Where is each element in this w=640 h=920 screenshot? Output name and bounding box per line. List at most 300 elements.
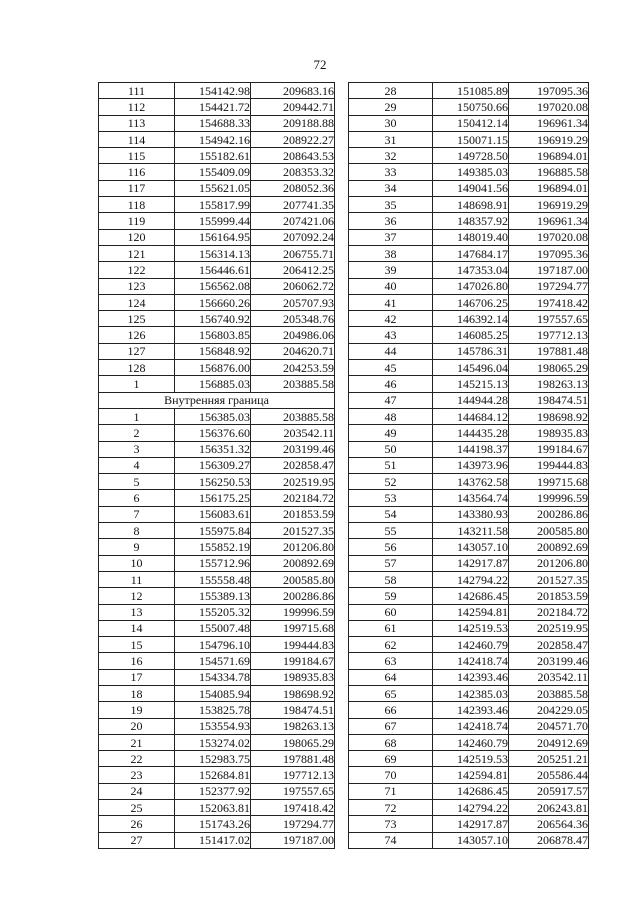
coordinate-y: 204571.70 (509, 718, 589, 734)
point-number: 38 (349, 245, 433, 261)
point-number: 43 (349, 327, 433, 343)
coordinate-x: 142794.22 (433, 800, 509, 816)
point-number: 23 (99, 767, 175, 783)
table-row (99, 213, 335, 229)
coordinate-x: 155999.44 (175, 213, 251, 229)
table-row (99, 816, 335, 832)
coordinate-y: 208643.53 (251, 148, 335, 164)
table-row (349, 604, 589, 620)
point-number: 124 (99, 294, 175, 310)
table-row (99, 653, 335, 669)
coordinate-x: 156876.00 (175, 360, 251, 376)
coordinate-y: 204229.05 (509, 702, 589, 718)
coordinate-y: 199444.83 (509, 457, 589, 473)
point-number: 61 (349, 620, 433, 636)
point-number: 45 (349, 360, 433, 376)
coordinate-y: 206062.72 (251, 278, 335, 294)
table-row (349, 213, 589, 229)
coordinate-y: 197187.00 (509, 262, 589, 278)
table-row (99, 523, 335, 539)
point-number: 1 (99, 376, 175, 392)
table-row (349, 734, 589, 750)
coordinate-y: 199184.67 (251, 653, 335, 669)
point-number: 36 (349, 213, 433, 229)
coordinate-y: 202858.47 (509, 637, 589, 653)
coordinate-y: 207421.06 (251, 213, 335, 229)
table-row (349, 83, 589, 99)
point-number: 113 (99, 115, 175, 131)
table-row (99, 229, 335, 245)
table-row (349, 441, 589, 457)
table-row (349, 767, 589, 783)
table-row (99, 604, 335, 620)
coordinate-y: 196961.34 (509, 213, 589, 229)
point-number: 53 (349, 490, 433, 506)
point-number: 28 (349, 83, 433, 99)
point-number: 34 (349, 180, 433, 196)
point-number: 57 (349, 555, 433, 571)
table-row (99, 83, 335, 99)
table-row (349, 360, 589, 376)
point-number: 31 (349, 131, 433, 147)
coordinate-y: 201206.80 (251, 539, 335, 555)
coordinate-x: 145786.31 (433, 343, 509, 359)
coordinate-y: 199184.67 (509, 441, 589, 457)
table-row (349, 376, 589, 392)
table-row (99, 131, 335, 147)
table-row (349, 620, 589, 636)
coordinate-x: 156175.25 (175, 490, 251, 506)
table-row (349, 555, 589, 571)
point-number: 1 (99, 408, 175, 424)
coordinate-x: 150071.15 (433, 131, 509, 147)
coordinate-y: 197095.36 (509, 245, 589, 261)
coordinate-x: 153825.78 (175, 702, 251, 718)
table-row (99, 343, 335, 359)
coordinate-x: 156446.61 (175, 262, 251, 278)
coordinate-y: 200585.80 (509, 523, 589, 539)
point-number: 68 (349, 734, 433, 750)
coordinate-y: 205707.93 (251, 294, 335, 310)
coordinate-y: 206755.71 (251, 245, 335, 261)
coordinate-x: 143380.93 (433, 506, 509, 522)
coordinate-x: 156309.27 (175, 457, 251, 473)
coordinate-x: 142594.81 (433, 767, 509, 783)
coordinate-y: 200892.69 (509, 539, 589, 555)
coordinate-x: 142794.22 (433, 571, 509, 587)
coordinate-x: 142460.79 (433, 637, 509, 653)
coordinate-y: 205251.21 (509, 751, 589, 767)
point-number: 120 (99, 229, 175, 245)
coordinate-y: 203199.46 (251, 441, 335, 457)
coordinate-x: 156848.92 (175, 343, 251, 359)
coordinate-x: 147353.04 (433, 262, 509, 278)
table-row (99, 506, 335, 522)
table-row (349, 425, 589, 441)
point-number: 21 (99, 734, 175, 750)
coordinate-y: 201527.35 (509, 571, 589, 587)
coordinate-y: 198935.83 (251, 669, 335, 685)
coordinate-x: 149385.03 (433, 164, 509, 180)
table-row (99, 637, 335, 653)
coordinate-x: 143762.58 (433, 474, 509, 490)
point-number: 60 (349, 604, 433, 620)
coordinate-x: 155409.09 (175, 164, 251, 180)
coordinate-x: 155389.13 (175, 588, 251, 604)
coordinate-y: 203199.46 (509, 653, 589, 669)
point-number: 67 (349, 718, 433, 734)
coordinate-x: 153554.93 (175, 718, 251, 734)
table-row (99, 441, 335, 457)
table-row (99, 408, 335, 424)
coordinate-y: 199996.59 (509, 490, 589, 506)
coordinate-x: 148357.92 (433, 213, 509, 229)
coordinate-y: 198698.92 (509, 408, 589, 424)
table-row (349, 457, 589, 473)
coordinate-x: 146085.25 (433, 327, 509, 343)
table-row (99, 832, 335, 848)
coordinate-y: 203542.11 (509, 669, 589, 685)
coordinate-y: 196919.29 (509, 131, 589, 147)
point-number: 5 (99, 474, 175, 490)
point-number: 44 (349, 343, 433, 359)
coordinate-y: 206412.25 (251, 262, 335, 278)
point-number: 13 (99, 604, 175, 620)
coordinate-x: 152063.81 (175, 800, 251, 816)
outer-boundary-rows (99, 83, 335, 393)
point-number: 19 (99, 702, 175, 718)
coordinate-y: 198263.13 (251, 718, 335, 734)
point-number: 51 (349, 457, 433, 473)
coordinate-x: 142519.53 (433, 751, 509, 767)
point-number: 63 (349, 653, 433, 669)
table-row (99, 327, 335, 343)
table-row (99, 115, 335, 131)
point-number: 123 (99, 278, 175, 294)
point-number: 121 (99, 245, 175, 261)
coordinate-y: 201527.35 (251, 523, 335, 539)
table-row (349, 751, 589, 767)
coordinate-y: 206564.36 (509, 816, 589, 832)
coordinate-x: 154421.72 (175, 99, 251, 115)
table-row (99, 539, 335, 555)
table-row (99, 555, 335, 571)
table-row (99, 360, 335, 376)
table-row (349, 588, 589, 604)
table-row (349, 539, 589, 555)
coordinate-x: 152377.92 (175, 783, 251, 799)
coordinate-y: 197418.42 (509, 294, 589, 310)
page-number: 72 (313, 57, 327, 72)
coordinate-y: 200286.86 (509, 506, 589, 522)
point-number: 64 (349, 669, 433, 685)
coordinate-x: 150412.14 (433, 115, 509, 131)
table-row (349, 783, 589, 799)
table-row (99, 620, 335, 636)
point-number: 8 (99, 523, 175, 539)
coordinate-x: 154688.33 (175, 115, 251, 131)
table-row (349, 816, 589, 832)
coordinate-x: 156885.03 (175, 376, 251, 392)
coordinate-x: 154085.94 (175, 685, 251, 701)
coordinate-x: 144944.28 (433, 392, 509, 408)
table-row (349, 278, 589, 294)
coordinate-x: 154334.78 (175, 669, 251, 685)
point-number: 20 (99, 718, 175, 734)
table-row (349, 327, 589, 343)
table-row (349, 229, 589, 245)
coordinate-y: 200585.80 (251, 571, 335, 587)
table-row (99, 164, 335, 180)
coordinate-x: 146392.14 (433, 311, 509, 327)
point-number: 125 (99, 311, 175, 327)
point-number: 112 (99, 99, 175, 115)
table-row (99, 245, 335, 261)
coordinate-x: 147684.17 (433, 245, 509, 261)
coordinate-y: 198065.29 (509, 360, 589, 376)
table-row (349, 800, 589, 816)
coordinate-y: 198474.51 (509, 392, 589, 408)
coordinate-x: 154142.98 (175, 83, 251, 99)
coordinates-table-left (98, 82, 335, 849)
point-number: 41 (349, 294, 433, 310)
table-row (99, 278, 335, 294)
table-row (349, 294, 589, 310)
coordinate-y: 202184.72 (251, 490, 335, 506)
coordinate-y: 198263.13 (509, 376, 589, 392)
coordinate-y: 197881.48 (509, 343, 589, 359)
coordinate-y: 200892.69 (251, 555, 335, 571)
coordinate-x: 155558.48 (175, 571, 251, 587)
point-number: 11 (99, 571, 175, 587)
coordinate-y: 203885.58 (251, 408, 335, 424)
coordinate-x: 142418.74 (433, 718, 509, 734)
coordinate-x: 142686.45 (433, 588, 509, 604)
table-row (349, 506, 589, 522)
coordinate-x: 152684.81 (175, 767, 251, 783)
table-row (99, 767, 335, 783)
coordinate-x: 144435.28 (433, 425, 509, 441)
point-number: 59 (349, 588, 433, 604)
coordinate-y: 196894.01 (509, 180, 589, 196)
table-row (99, 197, 335, 213)
point-number: 12 (99, 588, 175, 604)
coordinate-x: 155712.96 (175, 555, 251, 571)
point-number: 115 (99, 148, 175, 164)
coordinate-y: 197881.48 (251, 751, 335, 767)
coordinate-x: 156314.13 (175, 245, 251, 261)
coordinate-y: 199715.68 (251, 620, 335, 636)
point-number: 62 (349, 637, 433, 653)
table-row (349, 311, 589, 327)
point-number: 71 (349, 783, 433, 799)
coordinate-x: 143211.58 (433, 523, 509, 539)
coordinate-x: 142594.81 (433, 604, 509, 620)
coordinate-y: 197418.42 (251, 800, 335, 816)
table-row (99, 99, 335, 115)
coordinate-y: 197294.77 (251, 816, 335, 832)
point-number: 119 (99, 213, 175, 229)
point-number: 117 (99, 180, 175, 196)
coordinate-x: 145215.13 (433, 376, 509, 392)
point-number: 70 (349, 767, 433, 783)
point-number: 26 (99, 816, 175, 832)
point-number: 52 (349, 474, 433, 490)
coordinate-x: 147026.80 (433, 278, 509, 294)
coordinate-y: 203885.58 (251, 376, 335, 392)
coordinate-y: 202184.72 (509, 604, 589, 620)
section-header-row (99, 392, 335, 408)
coordinate-x: 156660.26 (175, 294, 251, 310)
point-number: 14 (99, 620, 175, 636)
coordinate-y: 209683.16 (251, 83, 335, 99)
point-number: 29 (349, 99, 433, 115)
point-number: 47 (349, 392, 433, 408)
coordinate-x: 149041.56 (433, 180, 509, 196)
coordinate-y: 201206.80 (509, 555, 589, 571)
coordinate-y: 197187.00 (251, 832, 335, 848)
coordinate-y: 197712.13 (251, 767, 335, 783)
coordinate-y: 203542.11 (251, 425, 335, 441)
point-number: 54 (349, 506, 433, 522)
table-row (349, 408, 589, 424)
point-number: 42 (349, 311, 433, 327)
point-number: 7 (99, 506, 175, 522)
point-number: 30 (349, 115, 433, 131)
table-row (99, 718, 335, 734)
coordinate-x: 155975.84 (175, 523, 251, 539)
coordinate-x: 156164.95 (175, 229, 251, 245)
point-number: 24 (99, 783, 175, 799)
coordinate-y: 196961.34 (509, 115, 589, 131)
table-row (99, 702, 335, 718)
coordinate-y: 209188.88 (251, 115, 335, 131)
coordinate-y: 209442.71 (251, 99, 335, 115)
point-number: 58 (349, 571, 433, 587)
point-number: 74 (349, 832, 433, 848)
table-row (99, 685, 335, 701)
coordinate-y: 201853.59 (251, 506, 335, 522)
coordinate-y: 198935.83 (509, 425, 589, 441)
coordinate-x: 156250.53 (175, 474, 251, 490)
inner-boundary-label: Внутренняя граница (99, 392, 335, 408)
point-number: 39 (349, 262, 433, 278)
coordinates-table-right (348, 82, 589, 849)
table-row (349, 832, 589, 848)
point-number: 17 (99, 669, 175, 685)
coordinate-y: 206243.81 (509, 800, 589, 816)
point-number: 2 (99, 425, 175, 441)
table-row (99, 800, 335, 816)
coordinate-x: 142917.87 (433, 816, 509, 832)
coordinate-x: 148019.40 (433, 229, 509, 245)
point-number: 48 (349, 408, 433, 424)
coordinate-y: 198065.29 (251, 734, 335, 750)
coordinate-y: 208353.32 (251, 164, 335, 180)
point-number: 118 (99, 197, 175, 213)
table-row (349, 99, 589, 115)
coordinate-x: 142393.46 (433, 669, 509, 685)
coordinate-y: 202858.47 (251, 457, 335, 473)
coordinate-x: 143564.74 (433, 490, 509, 506)
coordinate-x: 156083.61 (175, 506, 251, 522)
point-number: 18 (99, 685, 175, 701)
table-row (349, 115, 589, 131)
coordinate-y: 204620.71 (251, 343, 335, 359)
table-row (99, 588, 335, 604)
coordinate-y: 207092.24 (251, 229, 335, 245)
table-row (99, 783, 335, 799)
table-row (349, 197, 589, 213)
coordinate-y: 203885.58 (509, 685, 589, 701)
point-number: 111 (99, 83, 175, 99)
table-row (99, 311, 335, 327)
table-row (99, 751, 335, 767)
table-row (99, 490, 335, 506)
point-number: 16 (99, 653, 175, 669)
coordinate-y: 204253.59 (251, 360, 335, 376)
coordinate-y: 205348.76 (251, 311, 335, 327)
coordinate-x: 155852.19 (175, 539, 251, 555)
coordinate-y: 197020.08 (509, 229, 589, 245)
coordinate-y: 198698.92 (251, 685, 335, 701)
coordinate-x: 153274.02 (175, 734, 251, 750)
table-row (349, 653, 589, 669)
coordinate-x: 142460.79 (433, 734, 509, 750)
coordinate-y: 198474.51 (251, 702, 335, 718)
coordinate-y: 197557.65 (251, 783, 335, 799)
coordinate-y: 202519.95 (509, 620, 589, 636)
table-row (99, 571, 335, 587)
coordinate-y: 197557.65 (509, 311, 589, 327)
point-number: 40 (349, 278, 433, 294)
coordinate-y: 205586.44 (509, 767, 589, 783)
coordinate-x: 155205.32 (175, 604, 251, 620)
coordinate-x: 150750.66 (433, 99, 509, 115)
point-number: 4 (99, 457, 175, 473)
section-header (99, 392, 335, 408)
coordinate-x: 156385.03 (175, 408, 251, 424)
coordinate-x: 142917.87 (433, 555, 509, 571)
point-number: 56 (349, 539, 433, 555)
table-row (99, 180, 335, 196)
coordinate-x: 155007.48 (175, 620, 251, 636)
coordinate-y: 201853.59 (509, 588, 589, 604)
table-row (99, 376, 335, 392)
coordinate-x: 154571.69 (175, 653, 251, 669)
inner-boundary-rows-continued (349, 83, 589, 849)
table-row (349, 702, 589, 718)
coordinate-x: 156376.60 (175, 425, 251, 441)
coordinate-x: 148698.91 (433, 197, 509, 213)
point-number: 46 (349, 376, 433, 392)
coordinate-x: 149728.50 (433, 148, 509, 164)
table-row (99, 294, 335, 310)
table-row (349, 343, 589, 359)
point-number: 55 (349, 523, 433, 539)
coordinate-y: 205917.57 (509, 783, 589, 799)
coordinate-x: 144684.12 (433, 408, 509, 424)
coordinate-x: 155817.99 (175, 197, 251, 213)
coordinate-x: 154942.16 (175, 131, 251, 147)
coordinate-x: 151085.89 (433, 83, 509, 99)
point-number: 116 (99, 164, 175, 180)
coordinate-x: 155621.05 (175, 180, 251, 196)
coordinate-y: 199444.83 (251, 637, 335, 653)
point-number: 9 (99, 539, 175, 555)
table-row (99, 669, 335, 685)
point-number: 49 (349, 425, 433, 441)
